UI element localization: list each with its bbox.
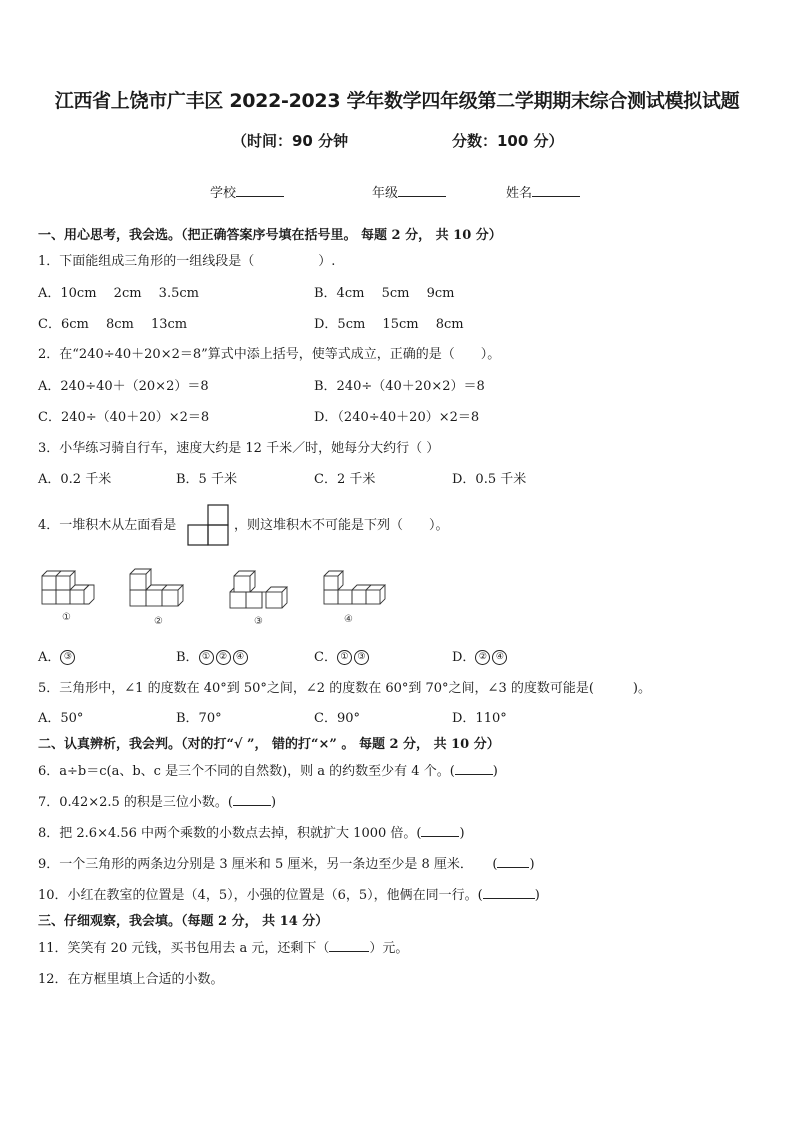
question-7 bbox=[38, 791, 276, 810]
question-10 bbox=[38, 884, 540, 903]
section-2-heading: 二、认真辨析，我会判。（对的打“√ ”， 错的打“×” 。 每题 2 分， 共 10 分） bbox=[38, 737, 500, 752]
section-1-heading: 一、用心思考，我会选。（把正确答案序号填在括号里。 每题 2 分， 共 10 分） bbox=[38, 228, 502, 243]
q1-option-a: A．10cm 2cm 3.5cm bbox=[38, 286, 199, 301]
close-paren: ) bbox=[534, 888, 540, 903]
circled-number: ① bbox=[199, 650, 214, 665]
q4-option-b-prefix: B． bbox=[176, 650, 199, 665]
block-figure-3 bbox=[226, 566, 296, 628]
q11-text-b: ）元。 bbox=[369, 941, 409, 956]
q4-stem-b: ，则这堆积木不可能是下列（ ）。 bbox=[234, 518, 449, 533]
figure-label-4: ④ bbox=[344, 614, 353, 625]
block-figure-1 bbox=[38, 566, 102, 624]
q6-text: 6．a÷b＝c(a、b、c 是三个不同的自然数)，则 a 的约数至少有 4 个。( bbox=[38, 764, 455, 779]
q11-text-a: 11．笑笑有 20 元钱，买书包用去 a 元，还剩下（ bbox=[38, 941, 330, 956]
question-2: 2．在“240÷40＋20×2＝8”算式中添上括号，使等式成立，正确的是（ ）。 bbox=[38, 347, 501, 362]
q8-text: 8．把 2.6×4.56 中两个乘数的小数点去掉，积就扩大 1000 倍。( bbox=[38, 826, 422, 841]
q4-option-d bbox=[452, 646, 509, 665]
page-title: 江西省上饶市广丰区 2022-2023 学年数学四年级第二学期期末综合测试模拟试题 bbox=[54, 90, 740, 112]
q4-option-c bbox=[314, 646, 371, 665]
q8-answer-blank[interactable] bbox=[421, 824, 459, 837]
question-6 bbox=[38, 760, 498, 779]
grade-field bbox=[372, 182, 446, 201]
grade-label: 年级 bbox=[372, 186, 399, 201]
q3-option-b: B．5 千米 bbox=[176, 472, 237, 487]
q3-option-d: D．0.5 千米 bbox=[452, 472, 527, 487]
close-paren: ) bbox=[271, 795, 277, 810]
circled-number: ④ bbox=[233, 650, 248, 665]
left-view-figure bbox=[186, 503, 232, 547]
figure-label-2: ② bbox=[154, 616, 163, 627]
q9-answer-blank[interactable] bbox=[497, 855, 529, 868]
q2-option-d: D．（240÷40＋20）×2＝8 bbox=[314, 410, 480, 425]
figure-label-1: ① bbox=[62, 612, 71, 623]
circled-number: ③ bbox=[60, 650, 75, 665]
exam-time: （时间：90 分钟 bbox=[232, 132, 349, 150]
grade-blank[interactable] bbox=[398, 184, 446, 197]
school-field bbox=[210, 182, 284, 201]
figure-label-3: ③ bbox=[254, 616, 263, 627]
circled-number: ④ bbox=[492, 650, 507, 665]
question-12: 12．在方框里填上合适的小数。 bbox=[38, 972, 224, 987]
question-1 bbox=[38, 250, 335, 269]
q2-option-a: A．240÷40＋（20×2）＝8 bbox=[38, 379, 209, 394]
circled-number: ① bbox=[337, 650, 352, 665]
q5-option-c: C．90° bbox=[314, 711, 360, 726]
q4-option-a bbox=[38, 646, 77, 665]
q4-option-c-prefix: C． bbox=[314, 650, 337, 665]
close-paren: ) bbox=[529, 857, 535, 872]
q1-option-b: B．4cm 5cm 9cm bbox=[314, 286, 455, 301]
question-8 bbox=[38, 822, 465, 841]
q4-option-d-prefix: D． bbox=[452, 650, 476, 665]
q11-answer-blank[interactable] bbox=[329, 939, 369, 952]
q4-stem-a: 4．一堆积木从左面看是 bbox=[38, 518, 177, 533]
q3-option-c: C．2 千米 bbox=[314, 472, 376, 487]
q4-option-a-prefix: A． bbox=[38, 650, 61, 665]
circled-number: ② bbox=[475, 650, 490, 665]
school-label: 学校 bbox=[210, 186, 237, 201]
exam-score: 分数：100 分） bbox=[452, 132, 564, 150]
circled-number: ③ bbox=[354, 650, 369, 665]
name-field bbox=[506, 182, 580, 201]
q7-answer-blank[interactable] bbox=[233, 793, 271, 806]
circled-number: ② bbox=[216, 650, 231, 665]
q6-answer-blank[interactable] bbox=[455, 762, 493, 775]
question-9 bbox=[38, 853, 535, 872]
q3-option-a: A．0.2 千米 bbox=[38, 472, 112, 487]
q1-option-d: D．5cm 15cm 8cm bbox=[314, 317, 464, 332]
q1-stem-b: ）. bbox=[318, 254, 336, 269]
school-blank[interactable] bbox=[236, 184, 284, 197]
q10-answer-blank[interactable] bbox=[483, 886, 535, 899]
q1-option-c: C．6cm 8cm 13cm bbox=[38, 317, 188, 332]
close-paren: ) bbox=[459, 826, 465, 841]
q2-option-c: C．240÷（40＋20）×2＝8 bbox=[38, 410, 210, 425]
q5-option-b: B．70° bbox=[176, 711, 222, 726]
q9-text: 9．一个三角形的两条边分别是 3 厘米和 5 厘米，另一条边至少是 8 厘米． ( bbox=[38, 857, 498, 872]
close-paren: ) bbox=[492, 764, 498, 779]
q2-option-b: B．240÷（40＋20×2）＝8 bbox=[314, 379, 485, 394]
q7-text: 7．0.42×2.5 的积是三位小数。( bbox=[38, 795, 233, 810]
q5-option-d: D．110° bbox=[452, 711, 507, 726]
q5-option-a: A．50° bbox=[38, 711, 84, 726]
q1-stem-a: 1．下面能组成三角形的一组线段是（ bbox=[38, 254, 255, 269]
question-3: 3．小华练习骑自行车，速度大约是 12 千米／时，她每分大约行（ ） bbox=[38, 441, 440, 456]
question-11 bbox=[38, 937, 408, 956]
q4-option-b bbox=[176, 646, 250, 665]
block-figure-2 bbox=[126, 566, 198, 628]
q10-text: 10．小红在教室的位置是（4，5），小强的位置是（6，5），他俩在同一行。( bbox=[38, 888, 483, 903]
name-blank[interactable] bbox=[532, 184, 580, 197]
question-5: 5．三角形中，∠1 的度数在 40°到 50°之间，∠2 的度数在 60°到 70°之间，∠3 的度数可能是( )。 bbox=[38, 681, 652, 696]
section-3-heading: 三、仔细观察，我会填。（每题 2 分， 共 14 分） bbox=[38, 914, 329, 929]
block-figure-4 bbox=[320, 566, 390, 628]
name-label: 姓名 bbox=[506, 186, 533, 201]
